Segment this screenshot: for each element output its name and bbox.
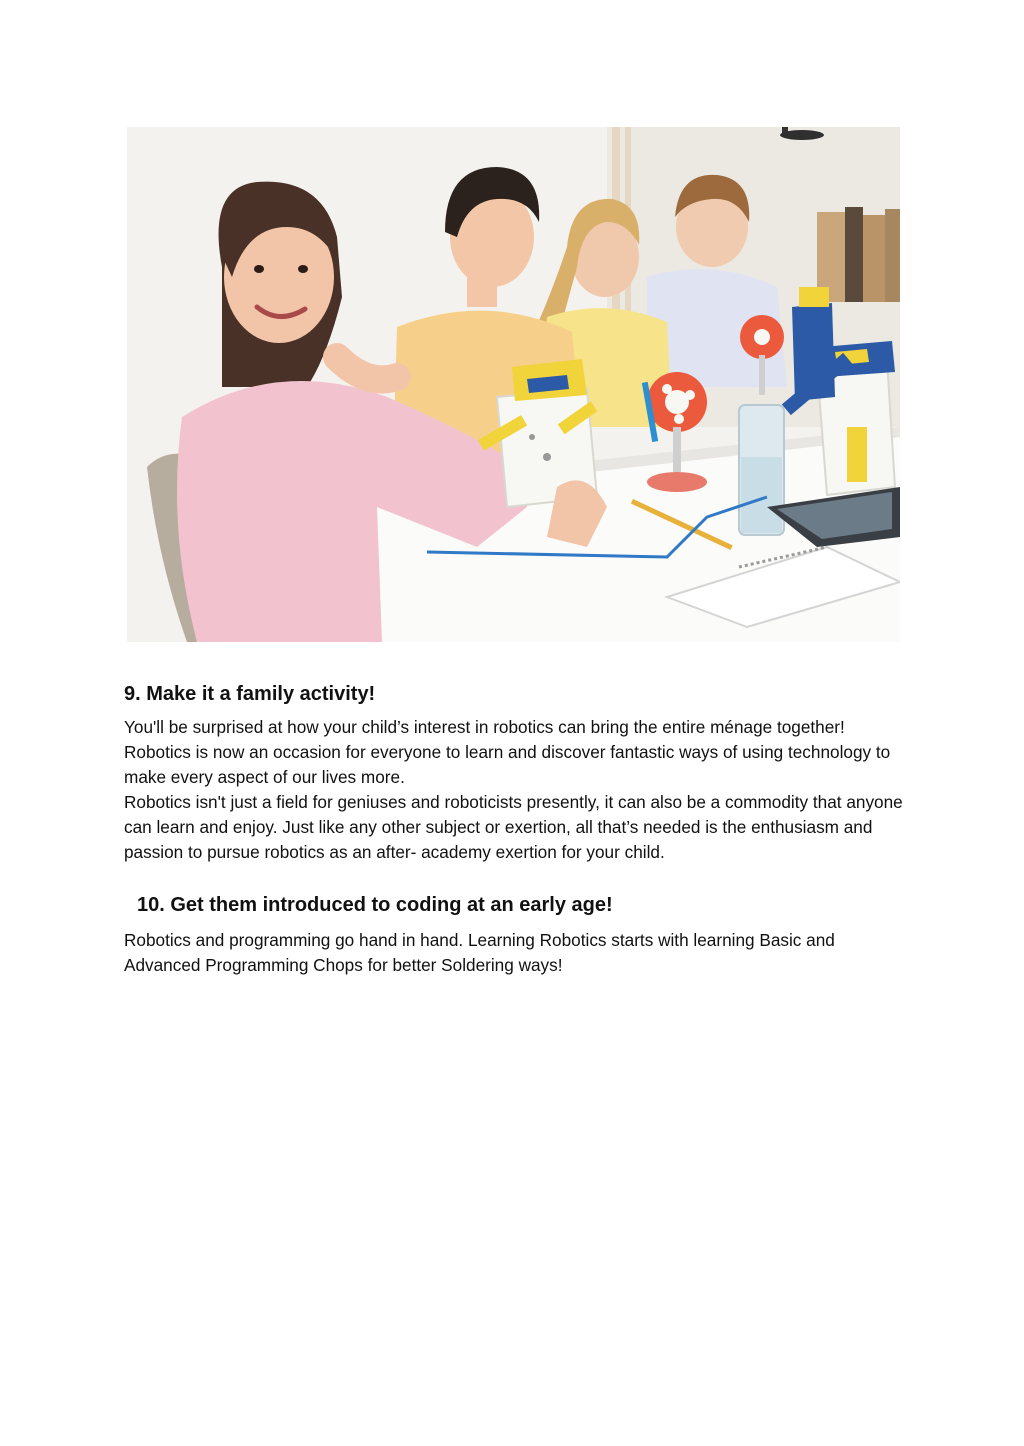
paragraph: Robotics and programming go hand in hand. Learning Robotics starts with learning Basic and Advanced Programming Chops for better Soldering ways! (124, 930, 835, 975)
section-family-activity (124, 681, 904, 865)
paragraph: You'll be surprised at how your child’s interest in robotics can bring the entire ménage together! Robotics is now an occasion for everyone to learn and discover fantastic ways of using technology to make every aspect of our lives more. (124, 717, 891, 787)
paragraph: Robotics isn't just a field for geniuses and roboticists presently, it can also be a commodity that anyone can learn and enjoy. Just like any other subject or exertion, all that’s needed is the enthusiasm and passion to pursue robotics as an after- academy exertion for your child. (124, 792, 903, 862)
section-heading: 10. Get them introduced to coding at an early age! (137, 894, 613, 916)
section-coding-early-age (124, 892, 904, 978)
section-heading: 9. Make it a family activity! (124, 683, 376, 705)
children-robotics-illustration (127, 127, 900, 642)
article-photo (127, 127, 900, 642)
